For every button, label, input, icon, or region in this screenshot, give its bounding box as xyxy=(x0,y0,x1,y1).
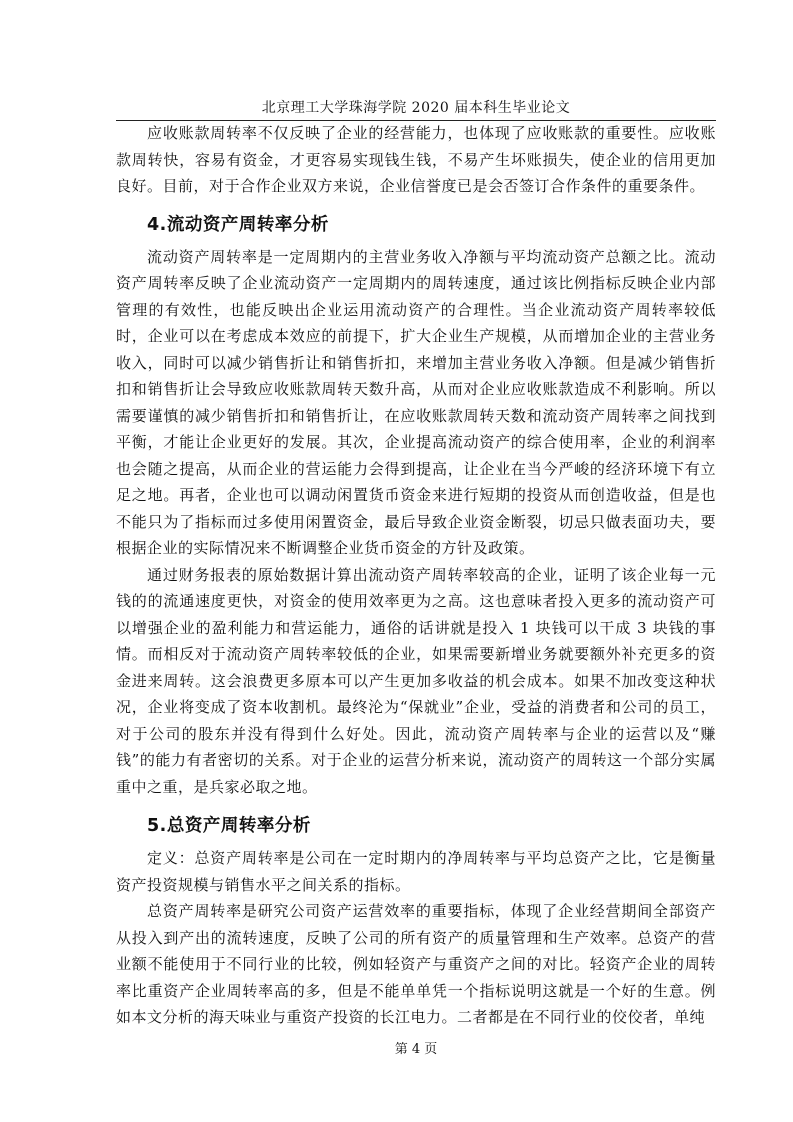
spacer xyxy=(116,836,716,845)
section-heading-current-asset-turnover: 4.流动资产周转率分析 xyxy=(147,214,329,235)
spacer xyxy=(116,235,716,244)
section-heading-total-asset-turnover: 5.总资产周转率分析 xyxy=(147,816,311,836)
page-number: 第 4 页 xyxy=(394,1042,438,1057)
paragraph-total-asset-turnover-analysis: 总资产周转率是研究公司资产运营效率的重要指标，体现了企业经营期间全部资产从投入到产出的流转速度，反映了公司的所有资产的质量管理和生产效率。总资产的营业额不能使用于不同行业的比较，例如轻资产与重资产之间的对比。轻资产企业的周转率比重资产企业周转率高的多，但是不能单单凭一个指标说明这就是一个好的生意。例如本文分析的海天味业与重资产投资的长江电力。二者都是在不同行业的佼佼者，单纯 xyxy=(116,902,716,1026)
running-header: 北京理工大学珠海学院 2020 届本科生毕业论文 xyxy=(261,100,571,116)
spacer xyxy=(116,200,716,215)
paragraph-total-asset-turnover-definition: 定义：总资产周转率是公司在一定时期内的净周转率与平均总资产之比，它是衡量资产投资规模与销售水平之间关系的指标。 xyxy=(116,849,716,894)
spacer xyxy=(116,800,716,816)
paragraph-current-asset-turnover-impact: 通过财务报表的原始数据计算出流动资产周转率较高的企业，证明了该企业每一元钱的的流通速度更快，对资金的使用效率更为之高。这也意味者投入更多的流动资产可以增强企业的盈利能力和营运能力，通俗的话讲就是投入 1 块钱可以干成 3 块钱的事情。而相反对于流动资产周转率较低的企业，如果需要新增业务就要额外补充更多的资金进来周转。这会浪费更多原本可以产生更加多收益的机会成本。如果不加改变这种状况，企业将变成了资本收割机。最终沦为“保就业”企业，受益的消费者和公司的员工，对于公司的股东并没有得到什么好处。因此，流动资产周转率与企业的运营以及“赚钱”的能力有者密切的关系。对于企业的运营分析来说，流动资产的周转这一个部分实属重中之重，是兵家必取之地。 xyxy=(116,565,716,796)
paragraph-current-asset-turnover-definition: 流动资产周转率是一定周期内的主营业务收入净额与平均流动资产总额之比。流动资产周转率反映了企业流动资产一定周期内的周转速度，通过该比例指标反映企业内部管理的有效性，也能反映出企业运用流动资产的合理性。当企业流动资产周转率较低时，企业可以在考虑成本效应的前提下，扩大企业生产规模，从而增加企业的主营业务收入，同时可以减少销售折让和销售折扣，来增加主营业务收入净额。但是减少销售折扣和销售折让会导致应收账款周转天数升高，从而对企业应收账款造成不利影响。所以需要谨慎的减少销售折扣和销售折让，在应收账款周转天数和流动资产周转率之间找到平衡，才能让企业更好的发展。其次，企业提高流动资产的综合使用率，企业的利润率也会随之提高，从而企业的营运能力会得到提高，让企业在当今严峻的经济环境下有立足之地。再者，企业也可以调动闲置货币资金来进行短期的投资从而创造收益，但是也不能只为了指标而过多使用闲置资金，最后导致企业资金断裂，切忌只做表面功夫，要根据企业的实际情况来不断调整企业货币资金的方针及政策。 xyxy=(116,247,716,557)
main-content xyxy=(116,120,716,1031)
paragraph-receivables-summary: 应收账款周转率不仅反映了企业的经营能力，也体现了应收账款的重要性。应收账款周转快，容易有资金，才更容易实现钱生钱，不易产生坏账损失，使企业的信用更加良好。目前，对于合作企业双方来说，企业信誉度已是会否签订合作条件的重要条件。 xyxy=(116,124,716,195)
